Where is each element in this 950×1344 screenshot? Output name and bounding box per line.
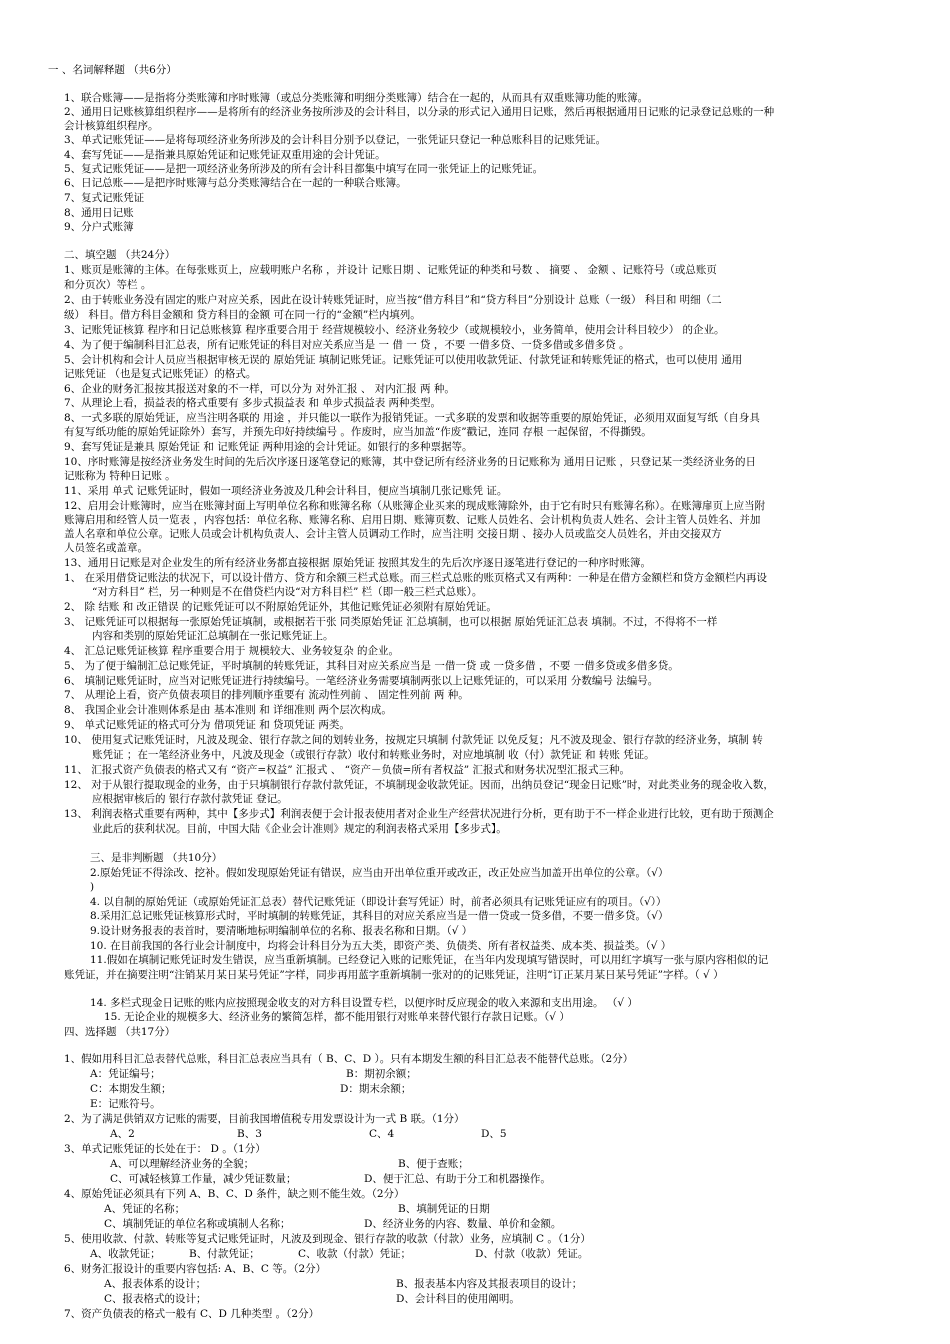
option: D、5 bbox=[481, 1128, 507, 1140]
option: A、收款凭证； bbox=[90, 1248, 161, 1260]
option: A、2 bbox=[110, 1128, 135, 1140]
text-line: 7、复式记账凭证 bbox=[64, 192, 145, 204]
text-line: 4. 以自制的原始凭证（或原始凭证汇总表）替代记账凭证（即设计套写凭证）时，前者必须具有记账凭证应有的项目。（√）） bbox=[90, 896, 667, 908]
option: C：本期发生额； bbox=[90, 1083, 172, 1095]
option: A：凭证编号； bbox=[90, 1068, 161, 1080]
section-heading-fill: 二、填空题 （共24分） bbox=[64, 249, 176, 261]
text-line: 5、使用收款、付款、转账等复式记账凭证时，凡波及到现金、银行存款的收款（付款）业务，应填制 C 。（1分） bbox=[64, 1233, 591, 1245]
text-line: 4、原始凭证必须具有下列 A、B、C、D 条件，缺之则不能生效。（2分） bbox=[64, 1188, 405, 1200]
option: C、报表格式的设计； bbox=[104, 1293, 207, 1305]
text-line: 9、分户式账簿 bbox=[64, 221, 134, 233]
text-line: 4、 汇总记账凭证核算 程序重要合用于 规模较大、业务较复杂 的企业。 bbox=[64, 645, 400, 657]
section-heading-terms: 一 、名词解释题 （共6分） bbox=[48, 64, 177, 76]
option: E：记账符号。 bbox=[90, 1098, 161, 1110]
text-line: 6、企业的财务汇报按其报送对象的不一样，可以分为 对外汇报 、 对内汇报 两 种。 bbox=[64, 383, 455, 395]
option: D、付款（收款）凭证。 bbox=[475, 1248, 589, 1260]
text-line: 7、从理论上看，损益表的格式重要有 多步式损益表 和 单步式损益表 两种类型。 bbox=[64, 397, 442, 409]
text-line: 6、日记总账——是把序时账簿与总分类账簿结合在一起的一种联合账簿。 bbox=[64, 177, 407, 189]
text-line: 2、由于转账业务没有固定的账户对应关系，因此在设计转账凭证时，应当按“借方科目”和“贷方科目”分别设计 总账（一级） 科目和 明细（二 bbox=[64, 294, 722, 306]
text-line: 3、 记账凭证可以根据每一张原始凭证填制，或根据若干张 同类原始凭证 汇总填制，也可以根据 原始凭证汇总表 填制。不过，不得将不一样 bbox=[64, 616, 718, 628]
option: D：期末余额； bbox=[340, 1083, 412, 1095]
text-line: 4、套写凭证——是指兼具原始凭证和记账凭证双重用途的会计凭证。 bbox=[64, 149, 386, 161]
text-line: 9、 单式记账凭证的格式可分为 借项凭证 和 贷项凭证 两类。 bbox=[64, 719, 350, 731]
option: C、填制凭证的单位名称或填制人名称； bbox=[104, 1218, 291, 1230]
text-line: 15. 无论企业的规模多大、经济业务的繁简怎样，都不能用银行对账单来替代银行存款日记账。（√ ） bbox=[104, 1011, 570, 1023]
text-line: 6、 填制记账凭证时，应当对记账凭证进行持续编号。一笔经济业务需要填制两张以上记账凭证的，可以采用 分数编号 法编号。 bbox=[64, 675, 659, 687]
option: B、便于查账； bbox=[398, 1158, 469, 1170]
text-line: 1、 在采用借贷记账法的状况下，可以设计借方、贷方和余额三栏式总账。而三栏式总账的账页格式又有两种：一种是在借方金额栏和贷方金额栏内再设 bbox=[64, 572, 768, 584]
text-line: 11、 汇报式资产负债表的格式又有 “资产=权益” 汇报式 、 “资产－负债=所有者权益” 汇报式和财务状况型汇报式三种。 bbox=[64, 764, 630, 776]
text-line: 14. 多栏式现金日记账的账内应按照现金收支的对方科目设置专栏，以便序时反应现金的收入来源和支出用途。 （√ ） bbox=[90, 997, 638, 1009]
text-line: 记账称为 特种日记账 。 bbox=[64, 470, 176, 482]
option: D、经济业务的内容、数量、单价和金额。 bbox=[364, 1218, 562, 1230]
text-line: 10. 在目前我国的各行业会计制度中，均将会计科目分为五大类，即资产类、负债类、所有者权益类、成本类、损益类。（√ ） bbox=[90, 940, 672, 952]
text-line: 8、通用日记账 bbox=[64, 207, 134, 219]
text-line: 6、财务汇报设计的重要内容包括: A、B、C 等。（2分） bbox=[64, 1263, 327, 1275]
text-line: 12、 对于从银行提取现金的业务，由于只填制银行存款付款凭证，不填制现金收款凭证。因而，出纳员登记“现金日记账”时，对此类业务的现金收入数， bbox=[64, 779, 774, 791]
option: D、便于汇总、有助于分工和机器操作。 bbox=[364, 1173, 551, 1185]
text-line: 5、复式记账凭证——是把一项经济业务所涉及的所有会计科目都集中填写在同一张凭证上的记账凭证。 bbox=[64, 163, 544, 175]
option: C、4 bbox=[369, 1128, 395, 1140]
text-line: 7、资产负债表的格式一般有 C、D 几种类型 。（2分） bbox=[64, 1308, 320, 1320]
option: B、报表基本内容及其报表项目的设计； bbox=[396, 1278, 583, 1290]
option: B、付款凭证； bbox=[189, 1248, 260, 1260]
text-line: 4、为了便于编制科目汇总表，所有记账凭证的科目对应关系应当是 一 借 一 贷 ，不要 一借多贷、一贷多借或多借多贷 。 bbox=[64, 339, 630, 351]
text-line: 12、启用会计账簿时，应当在账簿封面上写明单位名称和账簿名称（从账簿企业买来的现成账簿除外，由于它有时只有账簿名称）。在账簿扉页上应当附 bbox=[64, 500, 766, 512]
option: A、报表体系的设计； bbox=[104, 1278, 207, 1290]
text-line: 盖人名章和单位公章。记账人员或会计机构负责人、会计主管人员调动工作时，应当注明 交接日期 、接办人员或监交人员姓名，并由交接双方 bbox=[64, 528, 722, 540]
text-line: 8、 我国企业会计准则体系是由 基本准则 和 详细准则 两个层次构成。 bbox=[64, 704, 392, 716]
text-line: 5、会计机构和会计人员应当根据审核无误的 原始凭证 填制记账凭证。记账凭证可以使用收款凭证、付款凭证和转账凭证的格式，也可以使用 通用 bbox=[64, 354, 743, 366]
text-line: 2、为了满足供销双方记账的需要，目前我国增值税专用发票设计为一式 B 联。（1分） bbox=[64, 1113, 465, 1125]
text-line: 10、序时账簿是按经济业务发生时间的先后次序逐日逐笔登记的账簿，其中登记所有经济业务的日记账称为 通用日记账 ，只登记某一类经济业务的日 bbox=[64, 456, 757, 468]
text-line: 和分页次）等栏 。 bbox=[64, 279, 152, 291]
text-line: 1、联合账簿——是指将分类账簿和序时账簿（或总分类账簿和明细分类账簿）结合在一起的，从而具有双重账簿功能的账簿。 bbox=[64, 92, 649, 104]
text-line: 3、单式记账凭证——是将每项经济业务所涉及的会计科目分别予以登记，一张凭证只登记一种总账科目的记账凭证。 bbox=[64, 134, 607, 146]
text-line: 人员签名或盖章。 bbox=[64, 542, 148, 554]
text-line: ) bbox=[90, 881, 95, 893]
text-line: 有复写纸功能的原始凭证除外）套写，并预先印好持续编号 。作废时，应当加盖“作废”戳记，连同 存根 一起保留，不得撕毁。 bbox=[64, 426, 652, 438]
text-line: 3、记账凭证核算 程序和日记总账核算 程序重要合用于 经营规模较小、经济业务较少（或规模较小，业务简单，使用会计科目较少） 的企业。 bbox=[64, 324, 725, 336]
text-line: 账凭证，并在摘要注明“注销某月某日某号凭证”字样，同步再用蓝字重新填制一张对的的记账凭证，注明“订正某月某日某号凭证”字样。（ √ ） bbox=[64, 969, 724, 981]
text-line: 10、 使用复式记账凭证时，凡波及现金、银行存款之间的划转业务，按规定只填制 付款凭证 以免反复；凡不波及现金、银行存款的经济业务，填制 转 bbox=[64, 734, 763, 746]
option: C、收款（付款）凭证； bbox=[298, 1248, 412, 1260]
text-line: 业此后的获利状况。目前，中国大陆《企业会计准则》规定的利润表格式采用【多步式】。 bbox=[92, 823, 507, 835]
text-line: 3、单式记账凭证的长处在于： D 。（1分） bbox=[64, 1143, 266, 1155]
text-line: 11、采用 单式 记账凭证时，假如一项经济业务波及几种会计科目，便应当填制几张记账凭 证。 bbox=[64, 485, 508, 497]
option: A、可以理解经济业务的全貌； bbox=[110, 1158, 255, 1170]
text-line: 1、假如用科目汇总表替代总账，科目汇总表应当具有（ B、C、D ）。只有本期发生额的科目汇总表不能替代总账。（2分） bbox=[64, 1053, 634, 1065]
text-line: 7、 从理论上看，资产负债表项目的排列顺序重要有 流动性列前 、 固定性列前 两 种。 bbox=[64, 689, 469, 701]
text-line: 记账凭证 （也是复式记账凭证）的格式。 bbox=[64, 368, 257, 380]
text-line: 1、账页是账簿的主体。在每张账页上，应载明账户名称 ，并设计 记账日期 、记账凭证的种类和号数 、 摘要 、 金额 、记账符号（或总账页 bbox=[64, 264, 717, 276]
text-line: 内容和类别的原始凭证汇总填制在一张记账凭证上。 bbox=[92, 630, 334, 642]
text-line: 2.原始凭证不得涂改、挖补。假如发现原始凭证有错误，应当由开出单位重开或改正，改正处应当加盖开出单位的公章。（√） bbox=[90, 867, 669, 879]
text-line: 11.假如在填制记账凭证时发生错误，应当重新填制。已经登记入账的记账凭证，在当年内发现填写错误时，可以用红字填写一张与原内容相似的记 bbox=[90, 954, 769, 966]
text-line: 13、 利润表格式重要有两种，其中【多步式】利润表便于会计报表使用者对企业生产经营状况进行分析，更有助于不一样企业进行比较，更有助于预测企 bbox=[64, 808, 774, 820]
text-line: 会计核算组织程序。 bbox=[64, 120, 159, 132]
text-line: 2、通用日记账核算组织程序——是将所有的经济业务按所涉及的会计科目，以分录的形式记入通用日记账，然后再根据通用日记账的记录登记总账的一种 bbox=[64, 106, 775, 118]
option: B、填制凭证的日期 bbox=[398, 1203, 490, 1215]
option: B、3 bbox=[237, 1128, 262, 1140]
text-line: 8、一式多联的原始凭证，应当注明各联的 用途 ，并只能以一联作为报销凭证。一式多联的发票和收据等重要的原始凭证，必须用双面复写纸（自身具 bbox=[64, 412, 760, 424]
text-line: 级） 科目。借方科目金额和 贷方科目的金额 可在同一行的“金额”栏内填列。 bbox=[64, 309, 421, 321]
text-line: 13、通用日记账是对企业发生的所有经济业务都直接根据 原始凭证 按照其发生的先后次序逐日逐笔进行登记的一种序时账簿。 bbox=[64, 557, 652, 569]
section-heading-true-false: 三、是非判断题 （共10分） bbox=[90, 852, 223, 864]
text-line: 应根据审核后的 银行存款付款凭证 登记。 bbox=[92, 793, 288, 805]
section-heading-choice: 四、选择题 （共17分） bbox=[64, 1026, 176, 1038]
text-line: 账簿启用和经管人员一览表 ，内容包括：单位名称、账簿名称、启用日期、账簿页数、记账人员姓名、会计机构负责人姓名、会计主管人员姓名、并加 bbox=[64, 514, 761, 526]
text-line: 8.采用汇总记账凭证核算形式时，平时填制的转账凭证，其科目的对应关系应当是一借一贷或一贷多借，不要一借多贷。（√） bbox=[90, 910, 669, 922]
option: C、可减轻核算工作量，减少凭证数量； bbox=[110, 1173, 297, 1185]
text-line: 5、 为了便于编制汇总记账凭证，平时填制的转账凭证，其科目对应关系应当是 一借一贷 或 一贷多借 ，不要 一借多贷或多借多贷。 bbox=[64, 660, 679, 672]
text-line: 9、套写凭证是兼具 原始凭证 和 记账凭证 两种用途的会计凭证。如银行的多种票据等。 bbox=[64, 441, 473, 453]
text-line: 9.设计财务报表的表首时，要清晰地标明编制单位的名称、报表名称和日期。（√ ） bbox=[90, 925, 473, 937]
option: D、会计科目的使用阐明。 bbox=[396, 1293, 520, 1305]
text-line: 2、 除 结账 和 改正错误 的记账凭证可以不附原始凭证外，其他记账凭证必须附有原始凭证。 bbox=[64, 601, 497, 613]
option: A、凭证的名称； bbox=[104, 1203, 186, 1215]
option: B：期初余额； bbox=[346, 1068, 417, 1080]
text-line: 账凭证 ；在一笔经济业务中，凡波及现金（或银行存款）收付和转账业务时，对应地填制 收（付）款凭证 和 转账 凭证。 bbox=[92, 749, 655, 761]
text-line: “对方科目” 栏，另一种则是不在借贷栏内设“对方科目栏” 栏（即一般三栏式总账）。 bbox=[92, 586, 483, 598]
